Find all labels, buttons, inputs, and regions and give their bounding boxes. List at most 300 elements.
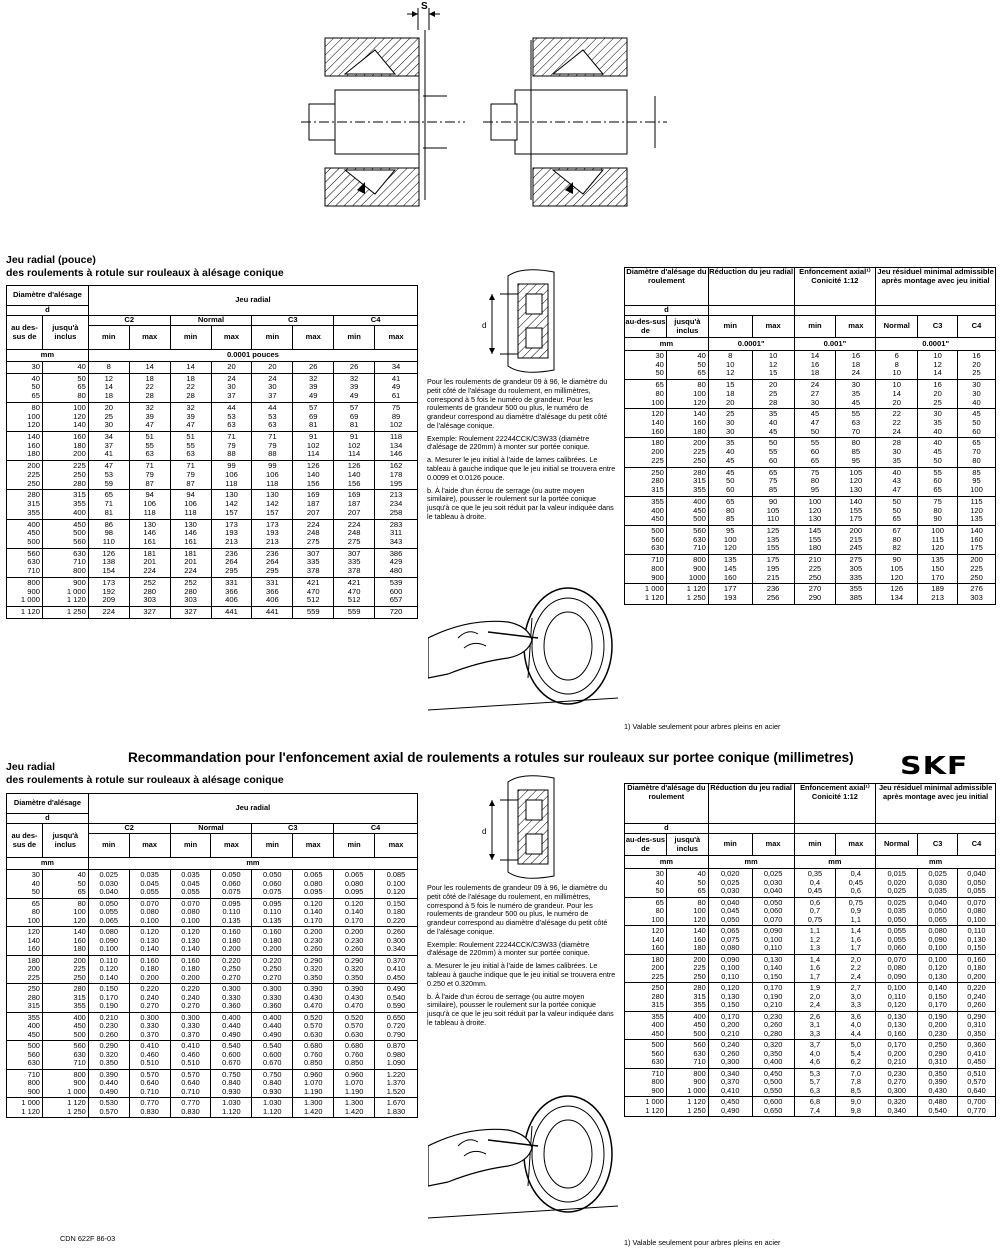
table-cell: 79 — [227, 440, 236, 450]
table-cell: 67 — [892, 525, 901, 535]
table-cell: 0.840 — [222, 1078, 241, 1088]
table-cell: 0.330 — [263, 992, 282, 1002]
table-cell: 100 — [693, 388, 706, 398]
table-cell: 169 — [306, 490, 320, 500]
instructions-text-2 — [427, 884, 617, 1032]
table-cell: 160 — [970, 534, 983, 544]
table-cell: 85 — [768, 485, 778, 495]
table-cell: 200 — [651, 963, 664, 973]
table-cell: 0.710 — [140, 1086, 159, 1096]
table-cell: 0.220 — [140, 984, 159, 994]
table-cell-group — [334, 1041, 375, 1070]
table-cell: 10 — [725, 359, 735, 369]
table-cell: 4,0 — [850, 1020, 861, 1030]
table-cell: 2,7 — [850, 983, 861, 993]
table-cell: 0.850 — [344, 1058, 364, 1068]
table-cell: 0.095 — [303, 887, 323, 897]
table-cell: 53 — [268, 411, 277, 421]
table-cell: 39 — [145, 411, 154, 421]
table-cell: 91 — [309, 432, 318, 442]
table-cell: 24 — [268, 373, 277, 383]
table-cell-group — [293, 898, 334, 927]
table-cell: 0,065 — [720, 926, 740, 936]
header-c4: C4 — [958, 316, 996, 338]
table-row-group — [7, 606, 418, 618]
header-unit-mm: mm — [625, 856, 709, 869]
table-cell: 0,310 — [967, 1020, 986, 1030]
table-cell: 0.160 — [263, 927, 282, 937]
table-cell: 0.035 — [181, 870, 200, 879]
table-cell-group — [7, 577, 43, 606]
table-cell: 0.490 — [263, 1029, 282, 1039]
table-cell: 22 — [145, 382, 154, 392]
table-cell: 65 — [697, 368, 706, 378]
table-cell-group — [708, 496, 752, 525]
table-cell: 0.120 — [140, 927, 159, 937]
table-cell: 0.540 — [263, 1041, 282, 1051]
table-cell-group — [129, 362, 170, 374]
table-cell-group — [666, 525, 708, 554]
table-cell-group — [252, 362, 293, 374]
table-cell: 50 — [655, 886, 664, 896]
table-cell: 0.080 — [181, 907, 200, 917]
table-cell: 100 — [27, 915, 40, 925]
table-cell-group — [836, 351, 876, 380]
table-cell: 30 — [268, 382, 277, 392]
table-cell-group — [129, 1041, 170, 1070]
table-cell-group — [876, 525, 918, 554]
table-cell: 400 — [693, 1011, 706, 1021]
table-cell: 0,075 — [720, 934, 740, 944]
table-cell: 0.025 — [99, 870, 118, 879]
table-cell-group — [752, 351, 794, 380]
table-cell: 0.400 — [222, 1012, 241, 1022]
table-cell: 250 — [651, 983, 664, 993]
table-cell-group — [7, 490, 43, 519]
table-cell-group — [170, 606, 211, 618]
table-cell-group — [129, 1012, 170, 1041]
table-cell: 41 — [104, 449, 114, 459]
table-cell-group — [958, 584, 996, 604]
table-cell: 0.140 — [140, 944, 159, 954]
table-cell-group — [708, 438, 752, 467]
table-cell: 175 — [849, 514, 863, 524]
table-cell: 0.490 — [386, 984, 406, 994]
table-cell: 0.110 — [263, 907, 282, 917]
header-max: max — [211, 326, 252, 350]
table-cell-group — [625, 1011, 667, 1040]
table-cell: 88 — [268, 449, 277, 459]
table-cell: 630 — [73, 548, 86, 558]
table-cell: 65 — [810, 455, 820, 465]
table-cell-group — [7, 898, 43, 927]
table-cell: 0.530 — [99, 1098, 118, 1108]
table-cell: 79 — [145, 469, 154, 479]
table-row-group — [625, 555, 996, 584]
table-cell: 0,160 — [887, 1028, 906, 1038]
s-dimension-label: S — [421, 1, 428, 12]
table-cell: 27 — [810, 388, 820, 398]
table-cell-group — [918, 869, 958, 898]
table-cell: 100 — [970, 485, 983, 495]
table-cell: 2,2 — [850, 963, 861, 973]
table-cell: 44 — [227, 402, 236, 412]
table-cell: 0.540 — [222, 1041, 241, 1051]
table-cell: 100 — [693, 906, 706, 916]
table-cell-group — [170, 955, 211, 984]
table-cell-group — [836, 869, 876, 898]
table-cell: 8,5 — [850, 1085, 861, 1095]
table-cell-group — [88, 1041, 129, 1070]
table-cell-group — [876, 584, 918, 604]
table-cell-group — [918, 1011, 958, 1040]
table-cell: 0,100 — [763, 934, 783, 944]
table-cell: 80 — [972, 455, 981, 465]
table-cell: 2,4 — [850, 971, 861, 981]
table-cell-group — [293, 461, 334, 490]
table-cell-group — [708, 555, 752, 584]
table-cell: 15 — [768, 368, 778, 378]
table-cell: 140 — [73, 420, 86, 430]
table-cell: 45 — [933, 447, 942, 457]
header-min: min — [170, 326, 211, 350]
table-cell: 0,700 — [967, 1097, 986, 1107]
table-cell-group — [252, 1069, 293, 1098]
table-cell: 30 — [972, 388, 981, 398]
table-cell: 160 — [693, 418, 706, 428]
table-cell-group — [252, 984, 293, 1013]
table-cell: 65 — [104, 490, 114, 500]
table-cell: 378 — [306, 566, 320, 576]
table-cell: 12 — [104, 373, 114, 383]
table-cell: 0,35 — [807, 869, 823, 878]
header-unit-reduction: 0.0001" — [708, 338, 794, 351]
table-cell-group — [666, 351, 708, 380]
table-cell: 94 — [145, 490, 154, 500]
table-cell: 7,8 — [850, 1077, 861, 1087]
table-cell: 213 — [931, 592, 944, 602]
table-cell-group — [170, 461, 211, 490]
table-cell: 0.370 — [140, 1029, 159, 1039]
table-cell-group — [211, 870, 252, 899]
table-cell: 400 — [27, 1021, 40, 1031]
table-cell: 295 — [225, 566, 238, 576]
table-cell: 32 — [349, 373, 359, 383]
table-cell-group — [88, 927, 129, 956]
table-cell: 200 — [970, 555, 983, 565]
table-cell: 50 — [77, 373, 86, 383]
table-row-group — [625, 926, 996, 955]
table-cell: 14 — [186, 362, 195, 371]
table-cell: 275 — [849, 555, 863, 565]
table-cell-group — [334, 1012, 375, 1041]
table-cell: 80 — [810, 476, 820, 486]
header-above: au des-sus de — [7, 316, 43, 350]
table-cell: 134 — [389, 440, 403, 450]
table-cell-group — [334, 362, 375, 374]
table-cell: 429 — [389, 557, 403, 567]
table-cell: 0.590 — [386, 1001, 406, 1011]
table-cell-group — [170, 373, 211, 402]
header-max: max — [293, 834, 334, 858]
table-cell: 50 — [77, 878, 86, 888]
table-cell-group — [958, 438, 996, 467]
table-cell-group — [625, 869, 667, 898]
table-cell: 0.080 — [303, 878, 323, 888]
table-cell: 0,540 — [928, 1105, 947, 1115]
table-cell-group — [708, 926, 752, 955]
header-c3: C3 — [918, 834, 958, 856]
paragraph-example: Exemple: Roulement 22244CCK/C3W33 (diamètre d'alésage de 220mm) à monter sur portée conique. — [427, 433, 590, 452]
table-cell-group — [293, 1069, 334, 1098]
table-cell: 99 — [268, 461, 277, 471]
table-cell: 120 — [808, 505, 822, 515]
table-cell: 160 — [73, 935, 86, 945]
table-cell: 45 — [851, 397, 861, 407]
table-cell: 0.680 — [303, 1041, 323, 1051]
table-cell: 900 — [693, 563, 706, 573]
table-cell: 0,150 — [967, 943, 986, 953]
table-cell: 900 — [651, 1085, 664, 1095]
table-cell-group — [252, 548, 293, 577]
table-cell: 800 — [651, 1077, 664, 1087]
table-cell: 75 — [768, 476, 778, 486]
table-cell: 0.600 — [222, 1049, 241, 1059]
table-row-group — [625, 584, 996, 604]
table-cell: 0.930 — [263, 1086, 282, 1096]
table-cell: 0.470 — [344, 1001, 364, 1011]
table-cell: 1 000 — [644, 584, 664, 594]
table-cell-group — [42, 548, 88, 577]
table-cell: 307 — [306, 548, 320, 558]
table-cell: 200 — [73, 449, 86, 459]
table-cell: 0,350 — [763, 1048, 783, 1058]
table-cell: 65 — [77, 887, 86, 897]
header-c4: C4 — [958, 834, 996, 856]
left-table-mm — [6, 793, 418, 1118]
table-row-group — [625, 1097, 996, 1117]
table-cell: 0.120 — [303, 898, 323, 908]
table-cell: 470 — [347, 586, 361, 596]
table-cell: 180 — [693, 426, 706, 436]
table-cell-group — [752, 926, 794, 955]
table-cell: 55 — [851, 409, 861, 419]
table-cell: 0.130 — [181, 935, 200, 945]
table-cell: 560 — [73, 1041, 86, 1051]
table-cell: 65 — [725, 496, 735, 506]
table-cell: 0,110 — [887, 991, 906, 1001]
table-cell: 0,150 — [928, 991, 947, 1001]
table-cell: 200 — [27, 461, 40, 471]
table-cell: 140 — [27, 935, 40, 945]
table-cell-group — [211, 1098, 252, 1118]
table-cell: 0.200 — [303, 927, 323, 937]
table-cell: 63 — [268, 420, 277, 430]
table-cell: 160 — [723, 572, 737, 582]
table-cell: 335 — [849, 572, 863, 582]
table-row-group — [625, 351, 996, 380]
table-cell: 14 — [145, 362, 154, 371]
table-cell: 0.180 — [222, 935, 241, 945]
table-cell-group — [375, 548, 418, 577]
table-cell: 0.470 — [303, 1001, 323, 1011]
table-cell: 560 — [27, 548, 40, 558]
table-cell: 65 — [31, 898, 40, 908]
table-cell: 0,130 — [967, 934, 986, 944]
table-cell: 0,020 — [887, 877, 906, 887]
table-cell: 80 — [31, 402, 40, 412]
table-row-group — [7, 362, 418, 374]
header-unit-reduction: mm — [708, 856, 794, 869]
table-cell: 0.640 — [181, 1078, 200, 1088]
table-cell: 0.330 — [181, 1021, 200, 1031]
table-cell: 3,3 — [809, 1028, 821, 1038]
table-cell: 40 — [655, 359, 664, 369]
table-cell: 30 — [851, 380, 861, 390]
table-cell: 80 — [655, 388, 664, 398]
table-cell-group — [170, 362, 211, 374]
table-cell: 0.060 — [222, 878, 241, 888]
table-cell: 250 — [73, 972, 86, 982]
table-cell-group — [293, 577, 334, 606]
table-cell: 0,110 — [721, 971, 740, 981]
table-cell: 120 — [890, 572, 904, 582]
table-cell: 0.440 — [99, 1078, 118, 1088]
table-cell-group — [7, 927, 43, 956]
table-cell: 0,130 — [887, 1011, 906, 1021]
header-d: d — [7, 814, 89, 824]
table-cell-group — [958, 467, 996, 496]
table-cell: 10 — [933, 351, 942, 360]
table-cell: 0,100 — [928, 943, 947, 953]
table-cell: 512 — [306, 595, 320, 605]
table-cell-group — [170, 927, 211, 956]
section2-title-line2: des roulements à rotule sur rouleaux à alésage conique — [6, 774, 284, 787]
table-cell: 0,300 — [887, 1085, 906, 1095]
paragraph-example: Exemple: Roulement 22244CCK/C3W33 (diamètre d'alésage de 220mm) à monter sur portée conique. — [427, 939, 590, 958]
table-cell-group — [129, 402, 170, 431]
header-min: min — [794, 316, 836, 338]
table-cell: 60 — [768, 455, 778, 465]
table-cell-group — [958, 869, 996, 898]
table-cell: 5,3 — [809, 1068, 821, 1078]
header-axial-drive: Enfoncement axial¹⁾ Conicité 1:12 — [794, 268, 876, 306]
table-cell: 177 — [723, 584, 737, 594]
table-cell: 0.100 — [386, 878, 406, 888]
table-cell: 0.320 — [303, 964, 323, 974]
table-cell: 1.300 — [344, 1098, 364, 1108]
table-cell: 0.030 — [99, 878, 118, 888]
table-cell: 0,040 — [928, 897, 947, 907]
table-row-group — [7, 461, 418, 490]
table-cell: 10 — [892, 368, 901, 378]
table-cell-group — [252, 519, 293, 548]
table-cell: 0.270 — [140, 1001, 159, 1011]
table-cell-group — [293, 548, 334, 577]
table-cell-group — [293, 1041, 334, 1070]
table-cell: 0,200 — [887, 1048, 906, 1058]
table-cell-group — [752, 897, 794, 926]
table-cell: 0.460 — [140, 1049, 159, 1059]
table-cell-group — [7, 1098, 43, 1118]
table-cell: 280 — [693, 467, 706, 477]
table-cell: 150 — [931, 563, 944, 573]
table-cell-group — [666, 496, 708, 525]
header-diameter — [625, 784, 709, 824]
table-cell: 0.340 — [386, 944, 406, 954]
table-cell-group — [88, 362, 129, 374]
feeler-gauge-illustration — [428, 578, 618, 728]
header-normal: Normal — [170, 316, 252, 326]
table-cell: 24 — [227, 373, 236, 383]
table-cell: 0,190 — [928, 1011, 947, 1021]
table-cell: 6,2 — [850, 1057, 861, 1067]
table-cell: 630 — [73, 1049, 86, 1059]
header-d: d — [625, 824, 709, 834]
table-cell: 0,080 — [928, 926, 947, 936]
table-cell: 12 — [933, 359, 942, 369]
table-cell: 18 — [851, 359, 861, 369]
table-cell: 366 — [225, 586, 238, 596]
table-cell-group — [170, 984, 211, 1013]
table-cell: 250 — [73, 469, 86, 479]
table-cell: 0.300 — [181, 1012, 200, 1022]
table-cell-group — [708, 525, 752, 554]
table-cell: 0.290 — [303, 955, 323, 965]
table-cell: 95 — [810, 485, 820, 495]
table-cell-group — [375, 870, 418, 899]
header-unit-residual: 0.0001" — [876, 338, 996, 351]
table-cell: 800 — [651, 563, 664, 573]
table-cell: 0,160 — [967, 954, 986, 964]
table-cell-group — [211, 1069, 252, 1098]
table-cell: 710 — [651, 555, 664, 565]
table-cell: 280 — [693, 983, 706, 993]
table-cell: 0,190 — [763, 991, 783, 1001]
table-cell: 0,055 — [887, 934, 906, 944]
table-cell-group — [129, 606, 170, 618]
table-cell: 0.850 — [303, 1058, 323, 1068]
table-cell: 720 — [389, 606, 403, 616]
table-cell: 1.220 — [386, 1069, 406, 1079]
table-cell: 161 — [184, 536, 197, 546]
table-cell: 0,220 — [967, 983, 986, 993]
table-cell: 500 — [693, 1028, 706, 1038]
table-cell: 25 — [768, 388, 778, 398]
table-cell-group — [252, 1041, 293, 1070]
table-cell: 355 — [651, 1011, 664, 1021]
table-cell: 0,040 — [720, 897, 740, 907]
table-cell: 146 — [184, 528, 197, 538]
table-cell-group — [708, 351, 752, 380]
table-cell: 37 — [104, 440, 114, 450]
table-cell: 120 — [73, 915, 86, 925]
table-row-group — [625, 954, 996, 983]
table-cell-group — [293, 1098, 334, 1118]
table-cell-group — [88, 577, 129, 606]
table-cell-group — [211, 606, 252, 618]
table-cell-group — [918, 954, 958, 983]
table-cell-group — [958, 926, 996, 955]
table-row-group — [7, 577, 418, 606]
table-cell: 0.040 — [99, 887, 118, 897]
table-cell: 40 — [933, 438, 942, 448]
table-cell: 0,200 — [928, 1020, 947, 1030]
feeler-gauge-illustration — [428, 1086, 618, 1236]
table-cell: 207 — [347, 507, 361, 517]
table-cell: 0.110 — [99, 955, 118, 965]
table-cell: 327 — [143, 606, 157, 616]
